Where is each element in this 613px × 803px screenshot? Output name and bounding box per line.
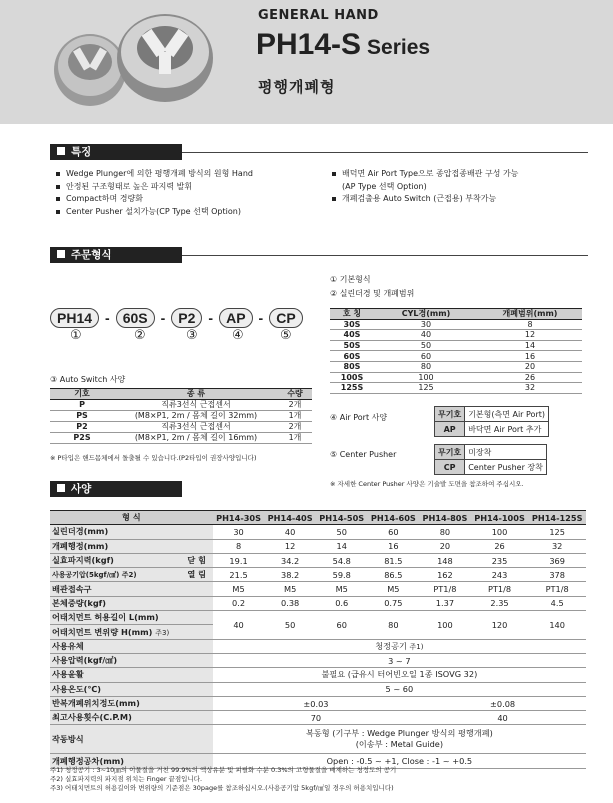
cell: 50 bbox=[316, 525, 368, 539]
features-right-list bbox=[332, 168, 592, 206]
cell: 100 bbox=[471, 525, 529, 539]
cell: 직류3선식 근접센서 bbox=[114, 422, 278, 433]
code-num-1: ① bbox=[70, 328, 82, 343]
cell: 100S bbox=[330, 372, 374, 383]
row-label bbox=[50, 625, 213, 639]
table-row bbox=[50, 696, 586, 710]
switch-header: 기호 bbox=[50, 389, 114, 400]
cell: 80 bbox=[368, 611, 420, 640]
cell: 125 bbox=[374, 383, 478, 394]
type-subtitle: 평행개폐형 bbox=[258, 78, 336, 96]
feature-item: 안정된 구조형태로 높은 파지력 발휘 bbox=[56, 181, 326, 194]
cell: 0.2 bbox=[213, 596, 265, 610]
table-row bbox=[50, 711, 586, 725]
cell: 16 bbox=[368, 539, 420, 553]
cell: 80S bbox=[330, 361, 374, 372]
cell: 40 bbox=[213, 611, 265, 640]
cell: Open : -0.5 ~ +1, Close : -1 ~ +0.5 bbox=[213, 754, 586, 768]
cell-line: (이송부 : Metal Guide) bbox=[355, 739, 444, 750]
table-row bbox=[330, 351, 582, 362]
cell: M5 bbox=[316, 582, 368, 596]
cell: 40S bbox=[330, 330, 374, 341]
table-row bbox=[50, 422, 312, 433]
code-part-4: AP bbox=[219, 308, 252, 328]
airport-title: ④ Air Port 사양 bbox=[330, 413, 388, 422]
pusher-title: ⑤ Center Pusher bbox=[330, 450, 397, 459]
table-row bbox=[50, 653, 586, 667]
size-table bbox=[330, 308, 582, 394]
cell: 162 bbox=[419, 568, 471, 582]
cell: 81.5 bbox=[368, 553, 420, 567]
cell: 148 bbox=[419, 553, 471, 567]
note-line: 주3) 어태치먼트의 허용길이와 변위량의 기준점은 30page를 참조하십시오.(사용공기압 5kgf/㎠일 경우의 허용치입니다) bbox=[50, 784, 394, 792]
table-row bbox=[50, 725, 586, 754]
cell: 기본형(측면 Air Port) bbox=[465, 407, 549, 422]
cell: 무기호 bbox=[435, 407, 465, 422]
switch-header: 종 류 bbox=[114, 389, 278, 400]
row-label: 작동방식 bbox=[50, 725, 213, 754]
cell: (M8×P1, 2m / 몸체 길이 16mm) bbox=[114, 433, 278, 444]
table-row bbox=[435, 407, 549, 422]
series-label: Series bbox=[367, 36, 431, 59]
model-header: PH14-50S bbox=[316, 511, 368, 525]
cell-text: 청정공기 bbox=[375, 640, 407, 651]
label-note: 주3) bbox=[155, 628, 170, 637]
cell: 50 bbox=[264, 611, 316, 640]
table-row bbox=[50, 596, 586, 610]
row-label: 개폐행정공차(mm) bbox=[50, 754, 213, 768]
cell: M5 bbox=[264, 582, 316, 596]
cell: 120 bbox=[471, 611, 529, 640]
order-note-1: ① 기본형식 bbox=[330, 275, 371, 284]
cell: 1.37 bbox=[419, 596, 471, 610]
cell: PT1/8 bbox=[528, 582, 586, 596]
cell: 8 bbox=[213, 539, 265, 553]
cell: 12 bbox=[264, 539, 316, 553]
label-text: 사용공기압(5kgf/㎠) bbox=[52, 570, 120, 579]
cell bbox=[213, 639, 586, 653]
cell: 59.8 bbox=[316, 568, 368, 582]
cell: 80 bbox=[374, 361, 478, 372]
table-row bbox=[50, 639, 586, 653]
model-header: PH14-30S bbox=[213, 511, 265, 525]
table-row bbox=[50, 539, 586, 553]
model-header: PH14-80S bbox=[419, 511, 471, 525]
divider bbox=[182, 255, 588, 256]
cell: P bbox=[50, 400, 114, 411]
row-label bbox=[50, 568, 181, 582]
cell: 2개 bbox=[278, 422, 312, 433]
cell: 직류3선식 근접센서 bbox=[114, 400, 278, 411]
table-row bbox=[330, 319, 582, 330]
cell: 8 bbox=[478, 319, 582, 330]
switch-table bbox=[50, 388, 312, 444]
cell: 12 bbox=[478, 330, 582, 341]
divider bbox=[182, 152, 588, 153]
cell: 30 bbox=[213, 525, 265, 539]
code-part-2: 60S bbox=[116, 308, 155, 328]
cell: 2개 bbox=[278, 400, 312, 411]
feature-item: Wedge Plunger에 의한 평행개폐 방식의 원형 Hand bbox=[56, 168, 326, 181]
model-header: PH14-60S bbox=[368, 511, 420, 525]
cell: 60 bbox=[368, 525, 420, 539]
cell: Center Pusher 장착 bbox=[465, 460, 547, 475]
cell: 20 bbox=[419, 539, 471, 553]
cell: 54.8 bbox=[316, 553, 368, 567]
category-label: GENERAL HAND bbox=[258, 8, 379, 23]
cell: 14 bbox=[478, 340, 582, 351]
cell: P2 bbox=[50, 422, 114, 433]
cell: 125 bbox=[528, 525, 586, 539]
section-order-title: 주문형식 bbox=[71, 249, 112, 261]
cell: 125S bbox=[330, 383, 374, 394]
code-part-5: CP bbox=[269, 308, 302, 328]
cell: 14 bbox=[316, 539, 368, 553]
table-row bbox=[330, 340, 582, 351]
table-row bbox=[50, 400, 312, 411]
table-row bbox=[435, 422, 549, 437]
cell: ±0.03 bbox=[213, 696, 419, 710]
table-row bbox=[330, 383, 582, 394]
cell: 20 bbox=[478, 361, 582, 372]
cell: AP bbox=[435, 422, 465, 437]
cell: 369 bbox=[528, 553, 586, 567]
cell: 무기호 bbox=[435, 445, 465, 460]
label-text: 어태치먼트 변위량 H(mm) bbox=[52, 626, 153, 637]
feature-item-cont bbox=[332, 181, 592, 194]
code-num-4: ④ bbox=[232, 328, 244, 343]
order-code: PH14 - 60S - P2 - AP - CP bbox=[50, 308, 303, 328]
cell: 0.6 bbox=[316, 596, 368, 610]
cell: 60S bbox=[330, 351, 374, 362]
model-header: PH14-125S bbox=[528, 511, 586, 525]
code-num-2: ② bbox=[134, 328, 146, 343]
feature-item: Center Pusher 설치가능(CP Type 선택 Option) bbox=[56, 206, 326, 219]
feature-item: Compact하며 경량화 bbox=[56, 193, 326, 206]
cell bbox=[213, 725, 586, 754]
row-label: 사용윤활 bbox=[50, 668, 213, 682]
table-row bbox=[435, 460, 547, 475]
cell: 60 bbox=[374, 351, 478, 362]
cell: 50 bbox=[374, 340, 478, 351]
cell: 34.2 bbox=[264, 553, 316, 567]
model-header: PH14-100S bbox=[471, 511, 529, 525]
cell: 1개 bbox=[278, 411, 312, 422]
cell: 32 bbox=[528, 539, 586, 553]
cell: 바닥면 Air Port 추가 bbox=[465, 422, 549, 437]
size-header: 호 칭 bbox=[330, 309, 374, 320]
cell: M5 bbox=[213, 582, 265, 596]
model-header: PH14-40S bbox=[264, 511, 316, 525]
features-left-list bbox=[56, 168, 326, 218]
cell: 21.5 bbox=[213, 568, 265, 582]
table-row bbox=[50, 433, 312, 444]
spec-table bbox=[50, 510, 586, 769]
cell: 5 ~ 60 bbox=[213, 682, 586, 696]
cell: PS bbox=[50, 411, 114, 422]
code-num-3: ③ bbox=[186, 328, 198, 343]
cell: 26 bbox=[471, 539, 529, 553]
cell: ±0.08 bbox=[419, 696, 586, 710]
spec-col-header: 형 식 bbox=[50, 511, 213, 525]
product-photo bbox=[50, 8, 220, 112]
header-band bbox=[0, 0, 613, 124]
cell: PT1/8 bbox=[419, 582, 471, 596]
model-name: PH14-S bbox=[256, 28, 362, 61]
section-spec-title: 사양 bbox=[71, 483, 92, 495]
pusher-note: ※ 자세한 Center Pusher 사양은 기술발 도면을 참조하여 주십시오. bbox=[330, 480, 524, 488]
cell: 140 bbox=[528, 611, 586, 640]
cell: 40 bbox=[374, 330, 478, 341]
table-row bbox=[330, 330, 582, 341]
cell: 40 bbox=[264, 525, 316, 539]
section-features-title: 특징 bbox=[71, 146, 92, 158]
label-note: 주2) bbox=[121, 570, 137, 579]
switch-title: ③ Auto Switch 사양 bbox=[50, 375, 126, 384]
table-row bbox=[50, 582, 586, 596]
cell: 38.2 bbox=[264, 568, 316, 582]
table-row bbox=[50, 411, 312, 422]
cell: 32 bbox=[478, 383, 582, 394]
section-spec bbox=[50, 481, 182, 497]
cell: 26 bbox=[478, 372, 582, 383]
row-label: 사용유체 bbox=[50, 639, 213, 653]
table-row bbox=[330, 372, 582, 383]
row-sublabel: 열 림 bbox=[181, 568, 213, 582]
note-line: 주1) 청정공기 : 3~10㎛의 이물질을 거친 99.9%의 액상유분 및 피필화 수분 0.3%의 고형물질을 배제하는 청정도의 공기 bbox=[50, 766, 397, 774]
row-label: 실린더경(mm) bbox=[50, 525, 213, 539]
cell: 60 bbox=[316, 611, 368, 640]
row-label: 실효파지력(kgf) bbox=[50, 553, 181, 567]
feature-item-text: (AP Type 선택 Option) bbox=[342, 181, 427, 191]
spec-notes bbox=[50, 766, 396, 793]
feature-item: 개폐검출용 Auto Switch (근접용) 부착가능 bbox=[332, 193, 592, 206]
order-note-2: ② 실린더경 및 개폐범위 bbox=[330, 289, 415, 298]
cell: 1개 bbox=[278, 433, 312, 444]
cell: 80 bbox=[419, 525, 471, 539]
code-num-5: ⑤ bbox=[280, 328, 292, 343]
cell: CP bbox=[435, 460, 465, 475]
cell: 235 bbox=[471, 553, 529, 567]
cell: 86.5 bbox=[368, 568, 420, 582]
code-part-1: PH14 bbox=[50, 308, 99, 328]
cell: 40 bbox=[419, 711, 586, 725]
cell: 불필요 (급유시 터어빈오일 1종 ISOVG 32) bbox=[213, 668, 586, 682]
row-label: 사용압력(kgf/㎠) bbox=[50, 653, 213, 667]
cell: 19.1 bbox=[213, 553, 265, 567]
cell: P2S bbox=[50, 433, 114, 444]
cell: 100 bbox=[374, 372, 478, 383]
size-header: 개폐범위(mm) bbox=[478, 309, 582, 320]
table-row bbox=[435, 445, 547, 460]
section-features bbox=[50, 144, 182, 160]
table-row bbox=[50, 553, 586, 567]
switch-note: ※ P타입은 핸드몸체에서 돌출될 수 있습니다.(P2타입이 권장사양입니다) bbox=[50, 454, 257, 462]
cell: 30 bbox=[374, 319, 478, 330]
table-row bbox=[50, 682, 586, 696]
table-row bbox=[50, 668, 586, 682]
row-label: 본체중량(kgf) bbox=[50, 596, 213, 610]
table-row bbox=[50, 525, 586, 539]
cell-note: 주1) bbox=[409, 642, 424, 651]
cell: 4.5 bbox=[528, 596, 586, 610]
pusher-table bbox=[434, 444, 547, 475]
row-label: 반복개폐위치정도(mm) bbox=[50, 696, 213, 710]
row-label: 어태치먼트 허용길이 L(mm) bbox=[50, 611, 213, 625]
cell: (M8×P1, 2m / 몸체 길이 32mm) bbox=[114, 411, 278, 422]
note-line: 주2) 실효파지력의 파지점 위치는 Finger 끝점입니다. bbox=[50, 775, 203, 783]
cell: 2.35 bbox=[471, 596, 529, 610]
section-order bbox=[50, 247, 182, 263]
cell: 378 bbox=[528, 568, 586, 582]
cell: 243 bbox=[471, 568, 529, 582]
cell: 0.75 bbox=[368, 596, 420, 610]
cell: 0.38 bbox=[264, 596, 316, 610]
row-label: 개폐행정(mm) bbox=[50, 539, 213, 553]
table-row bbox=[50, 511, 586, 525]
model-title bbox=[256, 28, 430, 62]
airport-table bbox=[434, 406, 549, 437]
cell: 16 bbox=[478, 351, 582, 362]
row-label: 최고사용횟수(C.P.M) bbox=[50, 711, 213, 725]
size-header: CYL경(mm) bbox=[374, 309, 478, 320]
table-row bbox=[50, 568, 586, 582]
cell: PT1/8 bbox=[471, 582, 529, 596]
cell: 100 bbox=[419, 611, 471, 640]
row-label: 배관접속구 bbox=[50, 582, 213, 596]
row-label: 사용온도(℃) bbox=[50, 682, 213, 696]
table-row bbox=[50, 611, 586, 625]
cell: M5 bbox=[368, 582, 420, 596]
cell: 3 ~ 7 bbox=[213, 653, 586, 667]
feature-item: 배덕면 Air Port Type으로 종압접종배관 구성 가능 bbox=[332, 168, 592, 181]
switch-header: 수량 bbox=[278, 389, 312, 400]
cell: 미장착 bbox=[465, 445, 547, 460]
cell: 30S bbox=[330, 319, 374, 330]
row-sublabel: 닫 힘 bbox=[181, 553, 213, 567]
table-row bbox=[330, 361, 582, 372]
cell: 70 bbox=[213, 711, 419, 725]
cell: 50S bbox=[330, 340, 374, 351]
code-part-3: P2 bbox=[171, 308, 202, 328]
cell-line: 복동형 (기구부 : Wedge Plunger 방식의 평행개폐) bbox=[305, 728, 493, 739]
